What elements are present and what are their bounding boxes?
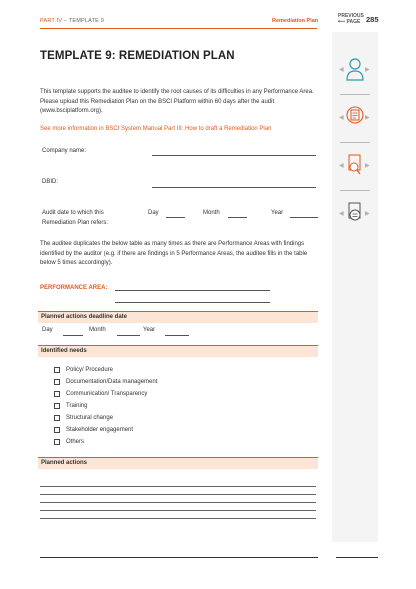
arrow-right-icon[interactable]: ▶: [365, 115, 370, 121]
checkbox[interactable]: [54, 403, 60, 409]
performance-area-label: PERFORMANCE AREA:: [40, 285, 108, 291]
sidebar-item-search-document[interactable]: [332, 150, 378, 196]
checkbox[interactable]: [54, 439, 60, 445]
manual-link[interactable]: See more information in BSCI System Manual Part III: How to draft a Remediation Plan: [40, 126, 272, 132]
checkbox[interactable]: [54, 379, 60, 385]
checkbox[interactable]: [54, 391, 60, 397]
actions-line[interactable]: [40, 510, 316, 511]
sidebar-item-checklist[interactable]: [332, 198, 378, 244]
sidebar-divider: [340, 94, 370, 95]
navigation-sidebar: [332, 32, 378, 542]
needs-heading: Identified needs: [38, 346, 318, 357]
audit-date-label-2: Remediation Plan refers:: [42, 220, 109, 226]
actions-line[interactable]: [40, 502, 316, 503]
duplicate-note: The auditee duplicates the below table as many times as there are Performance Areas with findings identified by the auditor (e.g. if there are findings in 5 Performance Areas, the auditee fills in the table below 5 times accordingly).: [40, 241, 308, 266]
deadline-month-field[interactable]: [117, 335, 140, 336]
deadline-year-label: Year: [143, 327, 156, 333]
deadline-heading: Planned actions deadline date: [38, 312, 318, 323]
dbid-label: DBID:: [42, 179, 59, 185]
section-title[interactable]: Remediation Plan: [272, 18, 319, 24]
deadline-day-field[interactable]: [63, 335, 83, 336]
company-name-field[interactable]: [152, 155, 316, 156]
page-label: ⟵ PAGE: [338, 19, 361, 25]
performance-area-field-2[interactable]: [115, 302, 270, 303]
breadcrumb-part[interactable]: PART IV: [40, 18, 63, 24]
actions-line[interactable]: [40, 494, 316, 495]
sidebar-divider: [340, 142, 370, 143]
audit-day-label: Day: [148, 210, 159, 216]
intro-paragraph: This template supports the auditee to identify the root causes of its difficulties in any Performance Area. Please upload this Remediation Plan on the BSCI Platform within 60 days after the audit (www.bsciplatform.org).: [40, 89, 314, 114]
audit-year-label: Year: [271, 210, 284, 216]
previous-label: PREVIOUS: [338, 13, 364, 19]
previous-page-link[interactable]: [338, 13, 364, 25]
header-divider: [40, 28, 317, 29]
arrow-left-icon[interactable]: ◀: [339, 163, 344, 169]
arrow-right-icon[interactable]: ▶: [365, 211, 370, 217]
actions-heading: Planned actions: [38, 458, 318, 469]
clipboard-icon: [345, 104, 365, 134]
breadcrumb-template: – TEMPLATE 9: [62, 18, 105, 24]
performance-area-field-1[interactable]: [115, 290, 270, 291]
document-page: PART IV – TEMPLATE 9 Remediation Plan PREVIOUS ⟵ PAGE 285 ◀ ▶ ◀ ▶ ◀ ▶ ◀ ▶ TEMPLATE 9: REMEDIATION PLAN This template supports the auditee to identify the root causes of its difficulties in any Performance Area. Please upload this Remediation Plan on the BSCI Platform within 60 days after the audit (www.bsciplatform.org). See more information in BSCI System Manual Part III: How to draft a Remediation Plan Company name: DBID: Audit date to which this Remediation Plan refers: Day Month Year The auditee duplicates the below table as many times as there are Performance Areas with findings identified by the auditor (e.g. if there are findings in 5 Performance Areas, the auditee fills in the table below 5 times accordingly). PERFORMANCE AREA: Planned actions deadline date Day Month Year Identified needs Policy/ Procedure Documentation/Data management Communication/ Transparency Training Structural change Stakeholder engagement Others Planned actions: [0, 0, 416, 589]
footer-divider: [40, 557, 318, 558]
actions-line[interactable]: [40, 518, 316, 519]
arrow-right-icon[interactable]: ▶: [365, 67, 370, 73]
actions-line[interactable]: [40, 486, 316, 487]
checkbox[interactable]: [54, 415, 60, 421]
audit-date-label-1: Audit date to which this: [42, 210, 104, 216]
arrow-left-icon[interactable]: ◀: [339, 67, 344, 73]
audit-year-field[interactable]: [290, 217, 318, 218]
audit-month-field[interactable]: [228, 217, 247, 218]
checkbox[interactable]: [54, 367, 60, 373]
sidebar-item-auditor[interactable]: [332, 54, 378, 100]
arrow-right-icon[interactable]: ▶: [365, 163, 370, 169]
breadcrumb: [40, 18, 104, 24]
document-checklist-icon: [345, 200, 365, 230]
sidebar-divider: [340, 190, 370, 191]
deadline-day-label: Day: [42, 327, 53, 333]
checkbox[interactable]: [54, 427, 60, 433]
auditor-icon: [345, 56, 365, 86]
audit-day-field[interactable]: [166, 217, 185, 218]
search-document-icon: [345, 152, 365, 182]
page-number: 285: [366, 15, 379, 24]
deadline-year-field[interactable]: [165, 335, 189, 336]
company-name-label: Company name:: [42, 148, 87, 154]
sidebar-footer-divider: [336, 557, 378, 558]
arrow-left-icon[interactable]: ◀: [339, 115, 344, 121]
page-title: TEMPLATE 9: REMEDIATION PLAN: [40, 50, 235, 62]
sidebar-item-clipboard[interactable]: [332, 102, 378, 148]
audit-month-label: Month: [203, 210, 220, 216]
arrow-left-icon[interactable]: ◀: [339, 211, 344, 217]
dbid-field[interactable]: [152, 187, 316, 188]
deadline-month-label: Month: [89, 327, 106, 333]
